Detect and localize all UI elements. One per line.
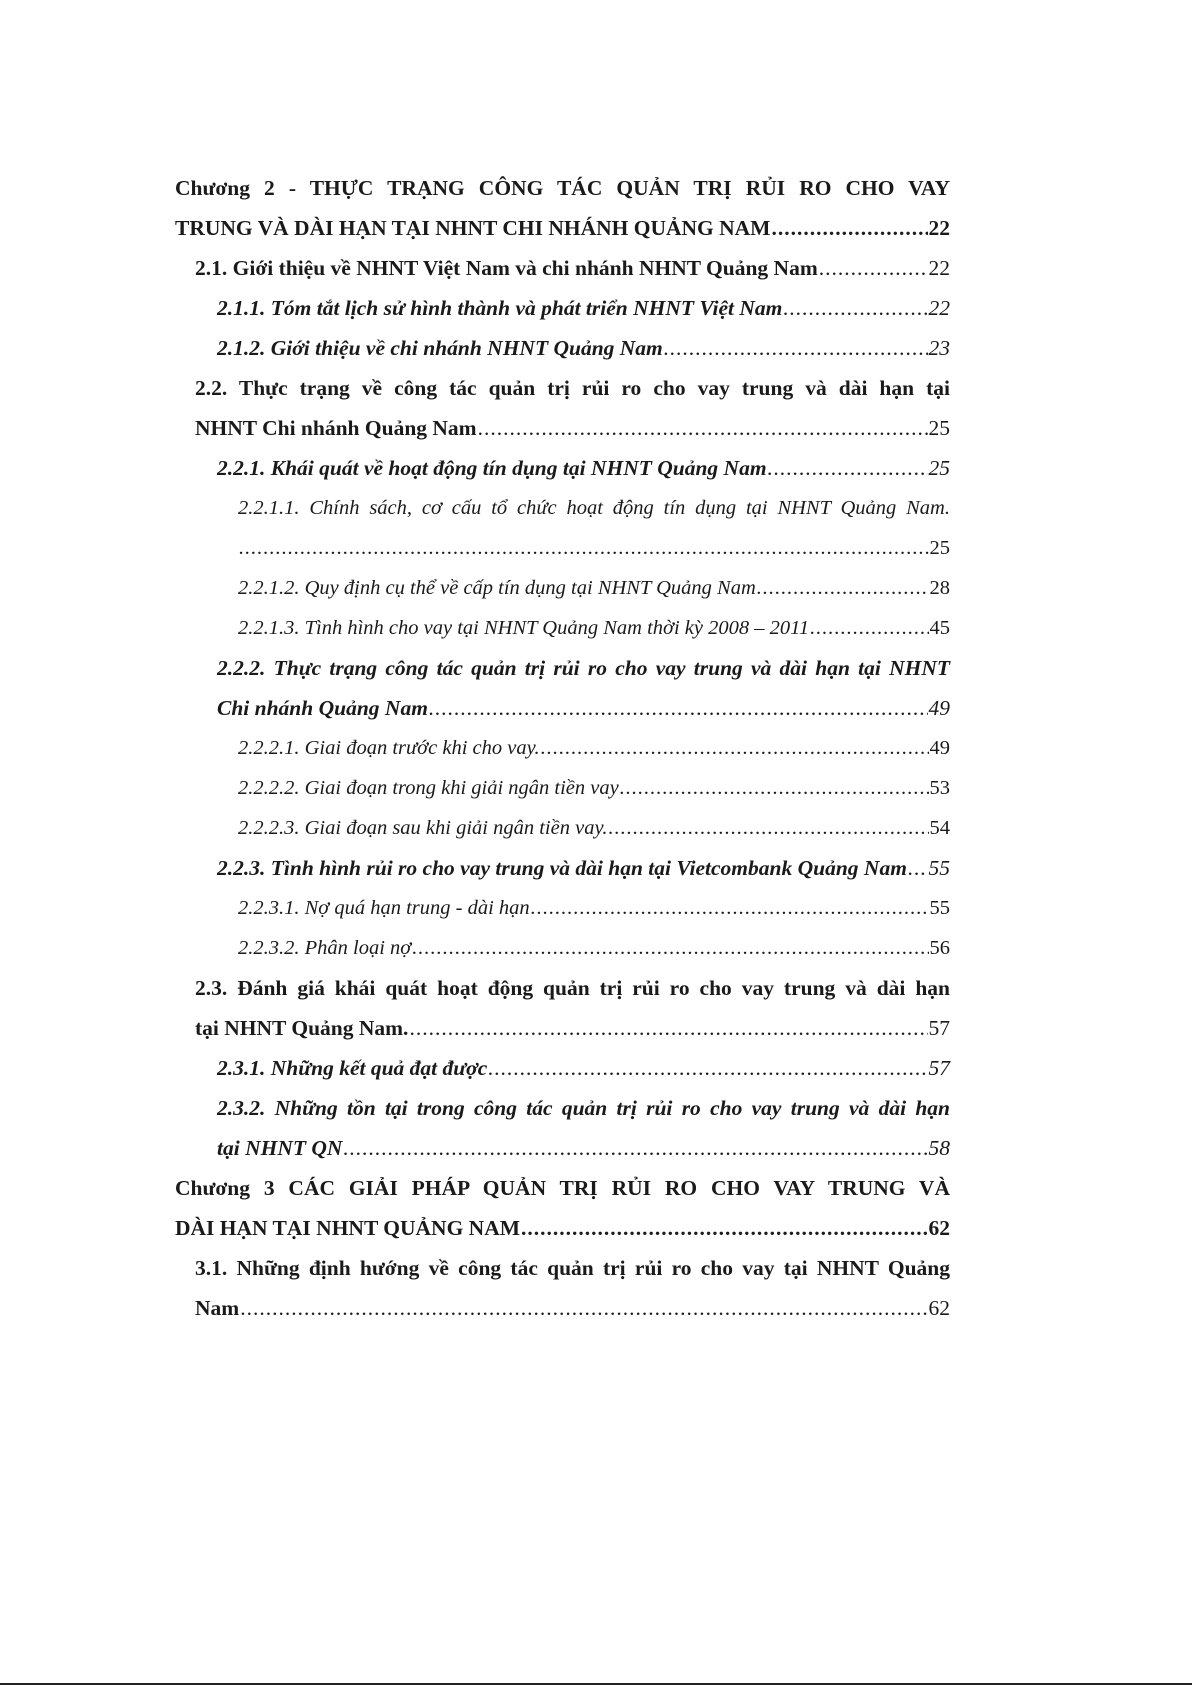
toc-entry-leader-line: [217, 688, 950, 728]
toc-dot-leader: [908, 848, 928, 888]
toc-entry-title: 2.2.1.3. Tình hình cho vay tại NHNT Quảng Nam thời kỳ 2008 – 2011: [238, 617, 810, 639]
toc-entry-title: 2.1.1. Tóm tắt lịch sử hình thành và phát triển NHNT Việt Nam: [217, 296, 783, 320]
toc-page-number: 22: [928, 256, 950, 280]
toc-entry[interactable]: [175, 1248, 950, 1328]
toc-entry[interactable]: [175, 968, 950, 1048]
toc-entry[interactable]: [175, 1088, 950, 1168]
toc-entry-title: 2.2.1.2. Quy định cụ thể về cấp tín dụng tại NHNT Quảng Nam: [238, 577, 756, 599]
toc-page-number: 57: [928, 1016, 950, 1040]
toc-entry-title-line: 2.3. Đánh giá khái quát hoạt động quản trị rủi ro cho vay trung và dài hạn: [195, 976, 950, 1000]
toc-entry-title-line: Chương 2 - THỰC TRẠNG CÔNG TÁC QUẢN TRỊ RỦI RO CHO VAY: [175, 176, 950, 200]
toc-entry-leader-line: [217, 448, 950, 488]
toc-entry-leader-line: [238, 928, 950, 968]
toc-entry[interactable]: [175, 928, 950, 968]
toc-entry-leader-line: [195, 408, 950, 448]
toc-dot-leader: [819, 248, 928, 288]
toc-page-number: 62: [928, 1216, 950, 1240]
toc-page-number: 55: [929, 897, 950, 919]
toc-dot-leader: [521, 1208, 927, 1248]
toc-entry[interactable]: [175, 568, 950, 608]
toc-entry-title-line: 3.1. Những định hướng về công tác quản trị rủi ro cho vay tại NHNT Quảng: [195, 1256, 950, 1280]
toc-entry-title-line: 2.2. Thực trạng về công tác quản trị rủi ro cho vay trung và dài hạn tại: [195, 376, 950, 400]
toc-entry-title-line: 2.3.2. Những tồn tại trong công tác quản trị rủi ro cho vay trung và dài hạn: [217, 1096, 950, 1120]
toc-dot-leader: [488, 1048, 927, 1088]
toc-entry-title: 2.2.2.2. Giai đoạn trong khi giải ngân tiền vay: [238, 777, 619, 799]
toc-dot-leader: [664, 328, 928, 368]
toc-entry-leader-line: [238, 808, 950, 848]
toc-entry-leader-line: [238, 608, 950, 648]
toc-entry[interactable]: [175, 328, 950, 368]
toc-entry[interactable]: [175, 1168, 950, 1248]
toc-dot-leader: [239, 528, 929, 568]
toc-entry-title: 2.1.2. Giới thiệu về chi nhánh NHNT Quảng Nam: [217, 336, 663, 360]
toc-entry-title: Chi nhánh Quảng Nam: [217, 696, 428, 720]
toc-entry-leader-line: [175, 1208, 950, 1248]
toc-page-number: 25: [928, 416, 950, 440]
toc-entry[interactable]: [175, 768, 950, 808]
toc-page-number: 25: [928, 456, 950, 480]
toc-entry-title-line: 2.2.1.1. Chính sách, cơ cấu tổ chức hoạt động tín dụng tại NHNT Quảng Nam.: [238, 497, 950, 519]
toc-page-number: 53: [929, 777, 950, 799]
toc-entry-leader-line: [195, 1008, 950, 1048]
toc-dot-leader: [478, 408, 928, 448]
toc-dot-leader: [810, 608, 928, 648]
toc-page-number: 57: [928, 1056, 950, 1080]
toc-entry-leader-line: [238, 768, 950, 808]
toc-dot-leader: [409, 1008, 927, 1048]
toc-entry-title: 2.2.2.3. Giai đoạn sau khi giải ngân tiền vay.: [238, 817, 608, 839]
toc-entry-leader-line: [238, 528, 950, 568]
toc-entry-title: TRUNG VÀ DÀI HẠN TẠI NHNT CHI NHÁNH QUẢNG NAM: [175, 216, 771, 240]
toc-entry-title-line: Chương 3 CÁC GIẢI PHÁP QUẢN TRỊ RỦI RO CHO VAY TRUNG VÀ: [175, 1176, 950, 1200]
toc-entry-leader-line: [238, 568, 950, 608]
toc-entry-title: 2.2.3.1. Nợ quá hạn trung - dài hạn: [238, 897, 530, 919]
toc-dot-leader: [609, 808, 929, 848]
toc-entry-leader-line: [238, 888, 950, 928]
toc-entry[interactable]: [175, 648, 950, 728]
toc-dot-leader: [783, 288, 927, 328]
toc-entry[interactable]: [175, 808, 950, 848]
toc-dot-leader: [771, 208, 927, 248]
toc-entry-title: NHNT Chi nhánh Quảng Nam: [195, 416, 477, 440]
toc-entry[interactable]: [175, 168, 950, 248]
toc-entry-title: 2.2.3.2. Phân loại nợ: [238, 937, 412, 959]
table-of-contents: [175, 168, 950, 1328]
toc-entry[interactable]: [175, 608, 950, 648]
toc-entry[interactable]: [175, 848, 950, 888]
toc-entry-title: tại NHNT Quảng Nam.: [195, 1016, 409, 1040]
toc-entry[interactable]: [175, 888, 950, 928]
toc-dot-leader: [757, 568, 929, 608]
toc-entry-title: 2.2.2.1. Giai đoạn trước khi cho vay.: [238, 737, 540, 759]
toc-page-number: 62: [928, 1296, 950, 1320]
toc-dot-leader: [343, 1128, 927, 1168]
toc-page-number: 25: [929, 537, 950, 559]
toc-dot-leader: [240, 1288, 927, 1328]
toc-page-number: 55: [928, 856, 950, 880]
toc-dot-leader: [620, 768, 929, 808]
toc-entry-leader-line: [238, 728, 950, 768]
toc-dot-leader: [768, 448, 928, 488]
toc-entry-title-line: 2.2.2. Thực trạng công tác quản trị rủi ro cho vay trung và dài hạn tại NHNT: [217, 656, 950, 680]
toc-entry-title: 2.1. Giới thiệu về NHNT Việt Nam và chi nhánh NHNT Quảng Nam: [195, 256, 818, 280]
toc-entry-title: 2.2.1. Khái quát về hoạt động tín dụng tại NHNT Quảng Nam: [217, 456, 767, 480]
toc-page-number: 56: [929, 937, 950, 959]
toc-entry-leader-line: [217, 288, 950, 328]
toc-entry-title: 2.3.1. Những kết quả đạt được: [217, 1056, 488, 1080]
toc-dot-leader: [429, 688, 928, 728]
toc-entry[interactable]: [175, 368, 950, 448]
toc-page-number: 23: [928, 336, 950, 360]
toc-dot-leader: [412, 928, 928, 968]
toc-entry-title: Nam: [195, 1296, 240, 1320]
toc-entry-leader-line: [195, 1288, 950, 1328]
toc-entry-leader-line: [217, 1048, 950, 1088]
toc-page-number: 22: [928, 216, 950, 240]
toc-page-number: 49: [929, 737, 950, 759]
toc-entry-leader-line: [195, 248, 950, 288]
toc-entry-leader-line: [217, 328, 950, 368]
toc-entry-title: 2.2.3. Tình hình rủi ro cho vay trung và dài hạn tại Vietcombank Quảng Nam: [217, 856, 907, 880]
toc-dot-leader: [531, 888, 929, 928]
toc-entry-leader-line: [217, 1128, 950, 1168]
toc-entry[interactable]: [175, 288, 950, 328]
toc-entry[interactable]: [175, 248, 950, 288]
toc-entry-title: DÀI HẠN TẠI NHNT QUẢNG NAM: [175, 1216, 521, 1240]
toc-page-number: 22: [928, 296, 950, 320]
toc-dot-leader: [541, 728, 929, 768]
toc-entry-title: tại NHNT QN: [217, 1136, 343, 1160]
toc-page-number: 58: [928, 1136, 950, 1160]
toc-entry-leader-line: [217, 848, 950, 888]
toc-page-number: 54: [929, 817, 950, 839]
toc-entry[interactable]: [175, 1048, 950, 1088]
toc-entry[interactable]: [175, 448, 950, 488]
toc-entry[interactable]: [175, 728, 950, 768]
toc-page-number: 49: [928, 696, 950, 720]
toc-entry[interactable]: [175, 488, 950, 568]
toc-entry-leader-line: [175, 208, 950, 248]
toc-page-number: 45: [929, 617, 950, 639]
toc-page-number: 28: [929, 577, 950, 599]
